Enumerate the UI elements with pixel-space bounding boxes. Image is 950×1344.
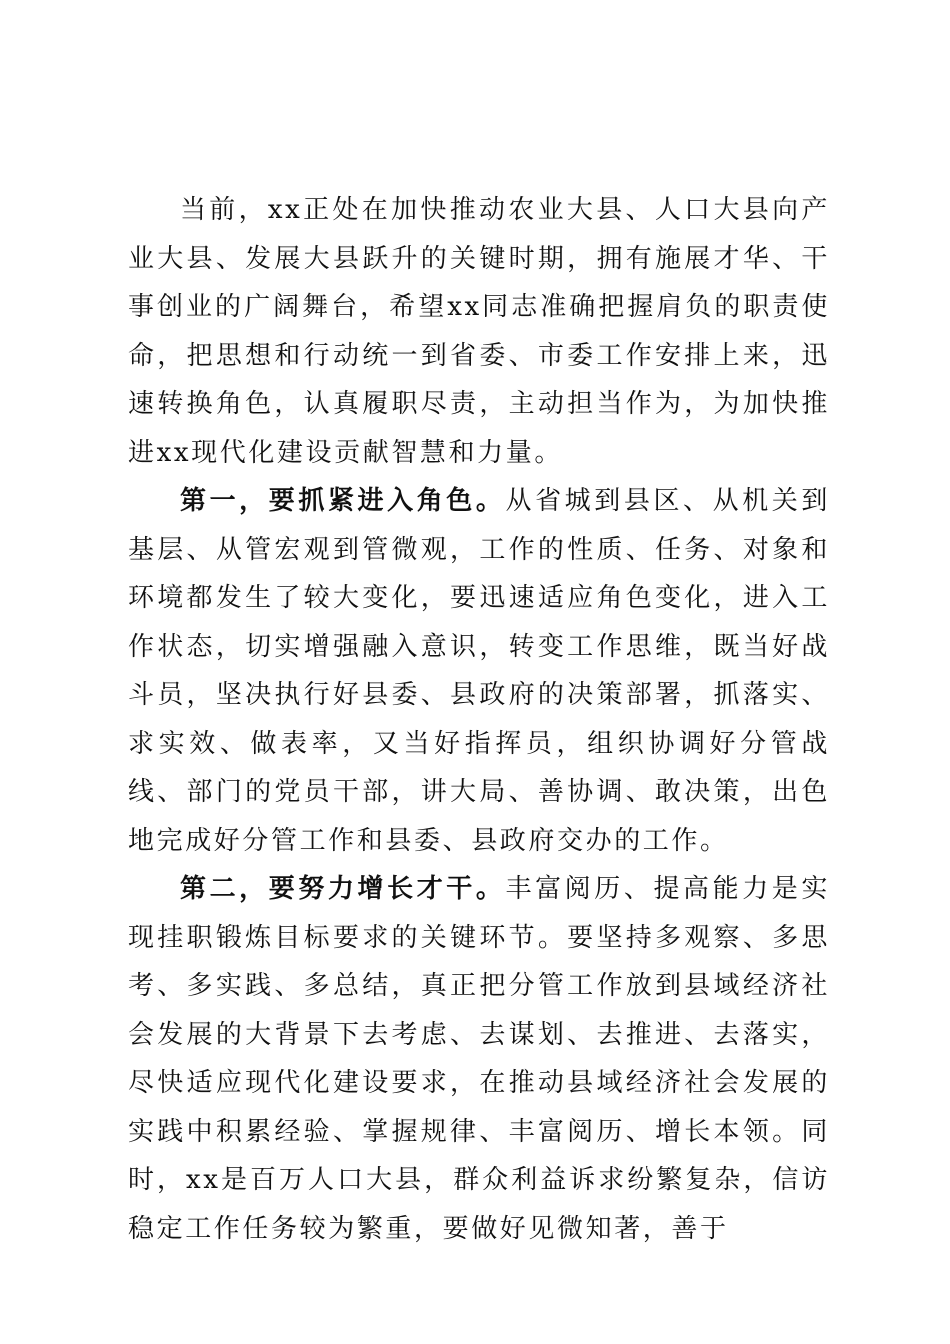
paragraph-second-point-text: 丰富阅历、提高能力是实现挂职锻炼目标要求的关键环节。要坚持多观察、多思考、多实践、多总结，真正把分管工作放到县域经济社会发展的大背景下去考虑、去谋划、去推进、去落实，尽快适应现代化建设要求，在推动县域经济社会发展的实践中积累经验、掌握规律、丰富阅历、增长本领。同时，xx是百万人口大县，群众利益诉求纷繁复杂，信访稳定工作任务较为繁重，要做好见微知著，善于 bbox=[128, 874, 830, 1244]
paragraph-intro-text: 当前，xx正处在加快推动农业大县、人口大县向产业大县、发展大县跃升的关键时期，拥有施展才华、干事创业的广阔舞台，希望xx同志准确把握肩负的职责使命，把思想和行动统一到省委、市委工作安排上来，迅速转换角色，认真履职尽责，主动担当作为，为加快推进xx现代化建设贡献智慧和力量。 bbox=[128, 195, 830, 468]
paragraph-intro bbox=[128, 186, 830, 477]
paragraph-second-point bbox=[128, 865, 830, 1253]
paragraph-first-point-text: 从省城到县区、从机关到基层、从管宏观到管微观，工作的性质、任务、对象和环境都发生了较大变化，要迅速适应角色变化，进入工作状态，切实增强融入意识，转变工作思维，既当好战斗员，坚决执行好县委、县政府的决策部署，抓落实、求实效、做表率，又当好指挥员，组织协调好分管战线、部门的党员干部，讲大局、善协调、敢决策，出色地完成好分管工作和县委、县政府交办的工作。 bbox=[128, 486, 830, 856]
paragraph-first-point bbox=[128, 477, 830, 865]
document-body bbox=[128, 186, 830, 1253]
paragraph-second-point-heading: 第二，要努力增长才干。 bbox=[180, 874, 506, 904]
paragraph-first-point-heading: 第一，要抓紧进入角色。 bbox=[180, 486, 506, 516]
